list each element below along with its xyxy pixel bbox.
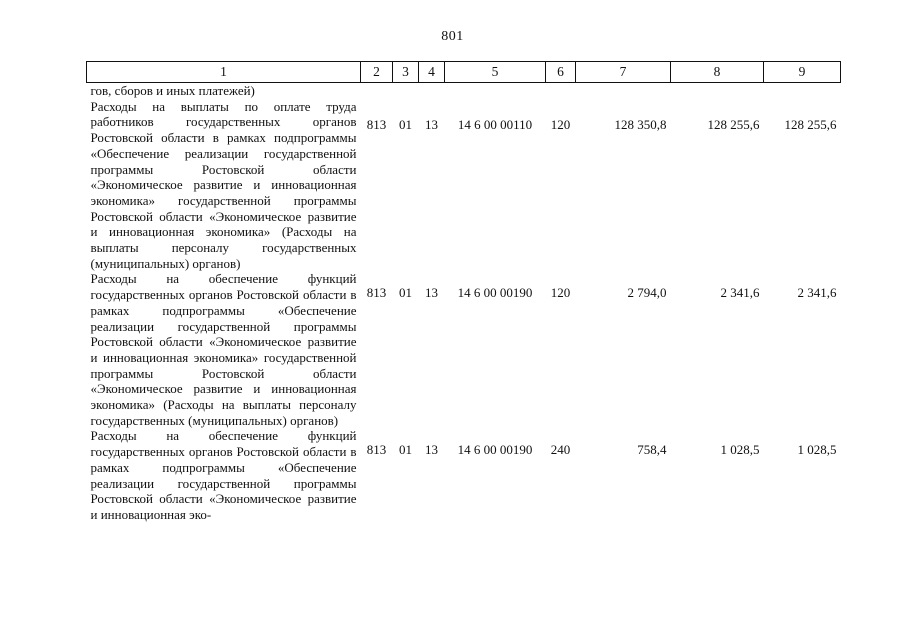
row-value-7: 128 350,8 [614, 116, 667, 132]
header-col-6: 6 [546, 62, 576, 83]
header-col-7: 7 [576, 62, 671, 83]
header-col-8: 8 [671, 62, 764, 83]
header-col-5: 5 [445, 62, 546, 83]
row-code-target: 14 6 00 00190 [457, 442, 533, 458]
row-value-9: 2 341,6 [797, 285, 837, 301]
header-row [87, 62, 841, 83]
row-value-9: 1 028,5 [797, 442, 837, 458]
row-description: Расходы на обеспечение функций государственных органов Ростовской области в рамках подпрограммы «Обеспечение реализации государственной программы Ростовской области «Экономическое развитие и инновационная экономика» государственной программы Ростовской области «Экономическое развитие и инновационная экономика» (Расходы на выплаты персоналу государственных (муниципальных) органов) [90, 271, 357, 428]
row-description: Расходы на выплаты по оплате труда работников государственных органов Ростовской области в рамках подпрограммы «Обеспечение реализации государственной программы Ростовской области «Экономическое развитие и инновационная экономика» государственной программы Ростовской области «Экономическое развитие и инновационная экономика» (Расходы на выплаты персоналу государственных (муниципальных) органов) [90, 98, 357, 271]
header-col-4: 4 [419, 62, 445, 83]
row-code-subsection: 13 [425, 442, 438, 458]
row-value-8: 128 255,6 [707, 116, 760, 132]
row-code-section: 01 [399, 442, 412, 458]
row-code-ministry: 813 [366, 116, 387, 132]
row-code-subsection: 13 [425, 116, 438, 132]
row-code-target: 14 6 00 00110 [457, 116, 533, 132]
row-code-subsection: 13 [425, 285, 438, 301]
continuation-row [87, 83, 841, 99]
table-row [87, 428, 841, 522]
row-value-7: 758,4 [637, 442, 667, 458]
row-description: Расходы на обеспечение функций государственных органов Ростовской области в рамках подпрограммы «Обеспечение реализации государственной программы Ростовской области «Экономическое развитие и инновационная эко- [90, 428, 357, 522]
continuation-text: гов, сборов и иных платежей) [90, 83, 255, 98]
row-value-9: 128 255,6 [784, 116, 837, 132]
header-col-9: 9 [764, 62, 841, 83]
row-code-target: 14 6 00 00190 [457, 285, 533, 301]
header-col-3: 3 [393, 62, 419, 83]
row-code-ministry: 813 [366, 285, 387, 301]
table-row [87, 99, 841, 272]
header-col-1: 1 [87, 62, 361, 83]
table-row [87, 271, 841, 428]
header-col-2: 2 [361, 62, 393, 83]
row-code-ministry: 813 [366, 442, 387, 458]
row-code-type: 120 [550, 285, 571, 301]
row-value-8: 1 028,5 [720, 442, 760, 458]
row-code-section: 01 [399, 116, 412, 132]
row-value-7: 2 794,0 [627, 285, 667, 301]
row-code-section: 01 [399, 285, 412, 301]
page-number: 801 [441, 29, 464, 44]
row-value-8: 2 341,6 [720, 285, 760, 301]
budget-table [86, 61, 841, 523]
row-code-type: 240 [550, 442, 571, 458]
row-code-type: 120 [550, 116, 571, 132]
